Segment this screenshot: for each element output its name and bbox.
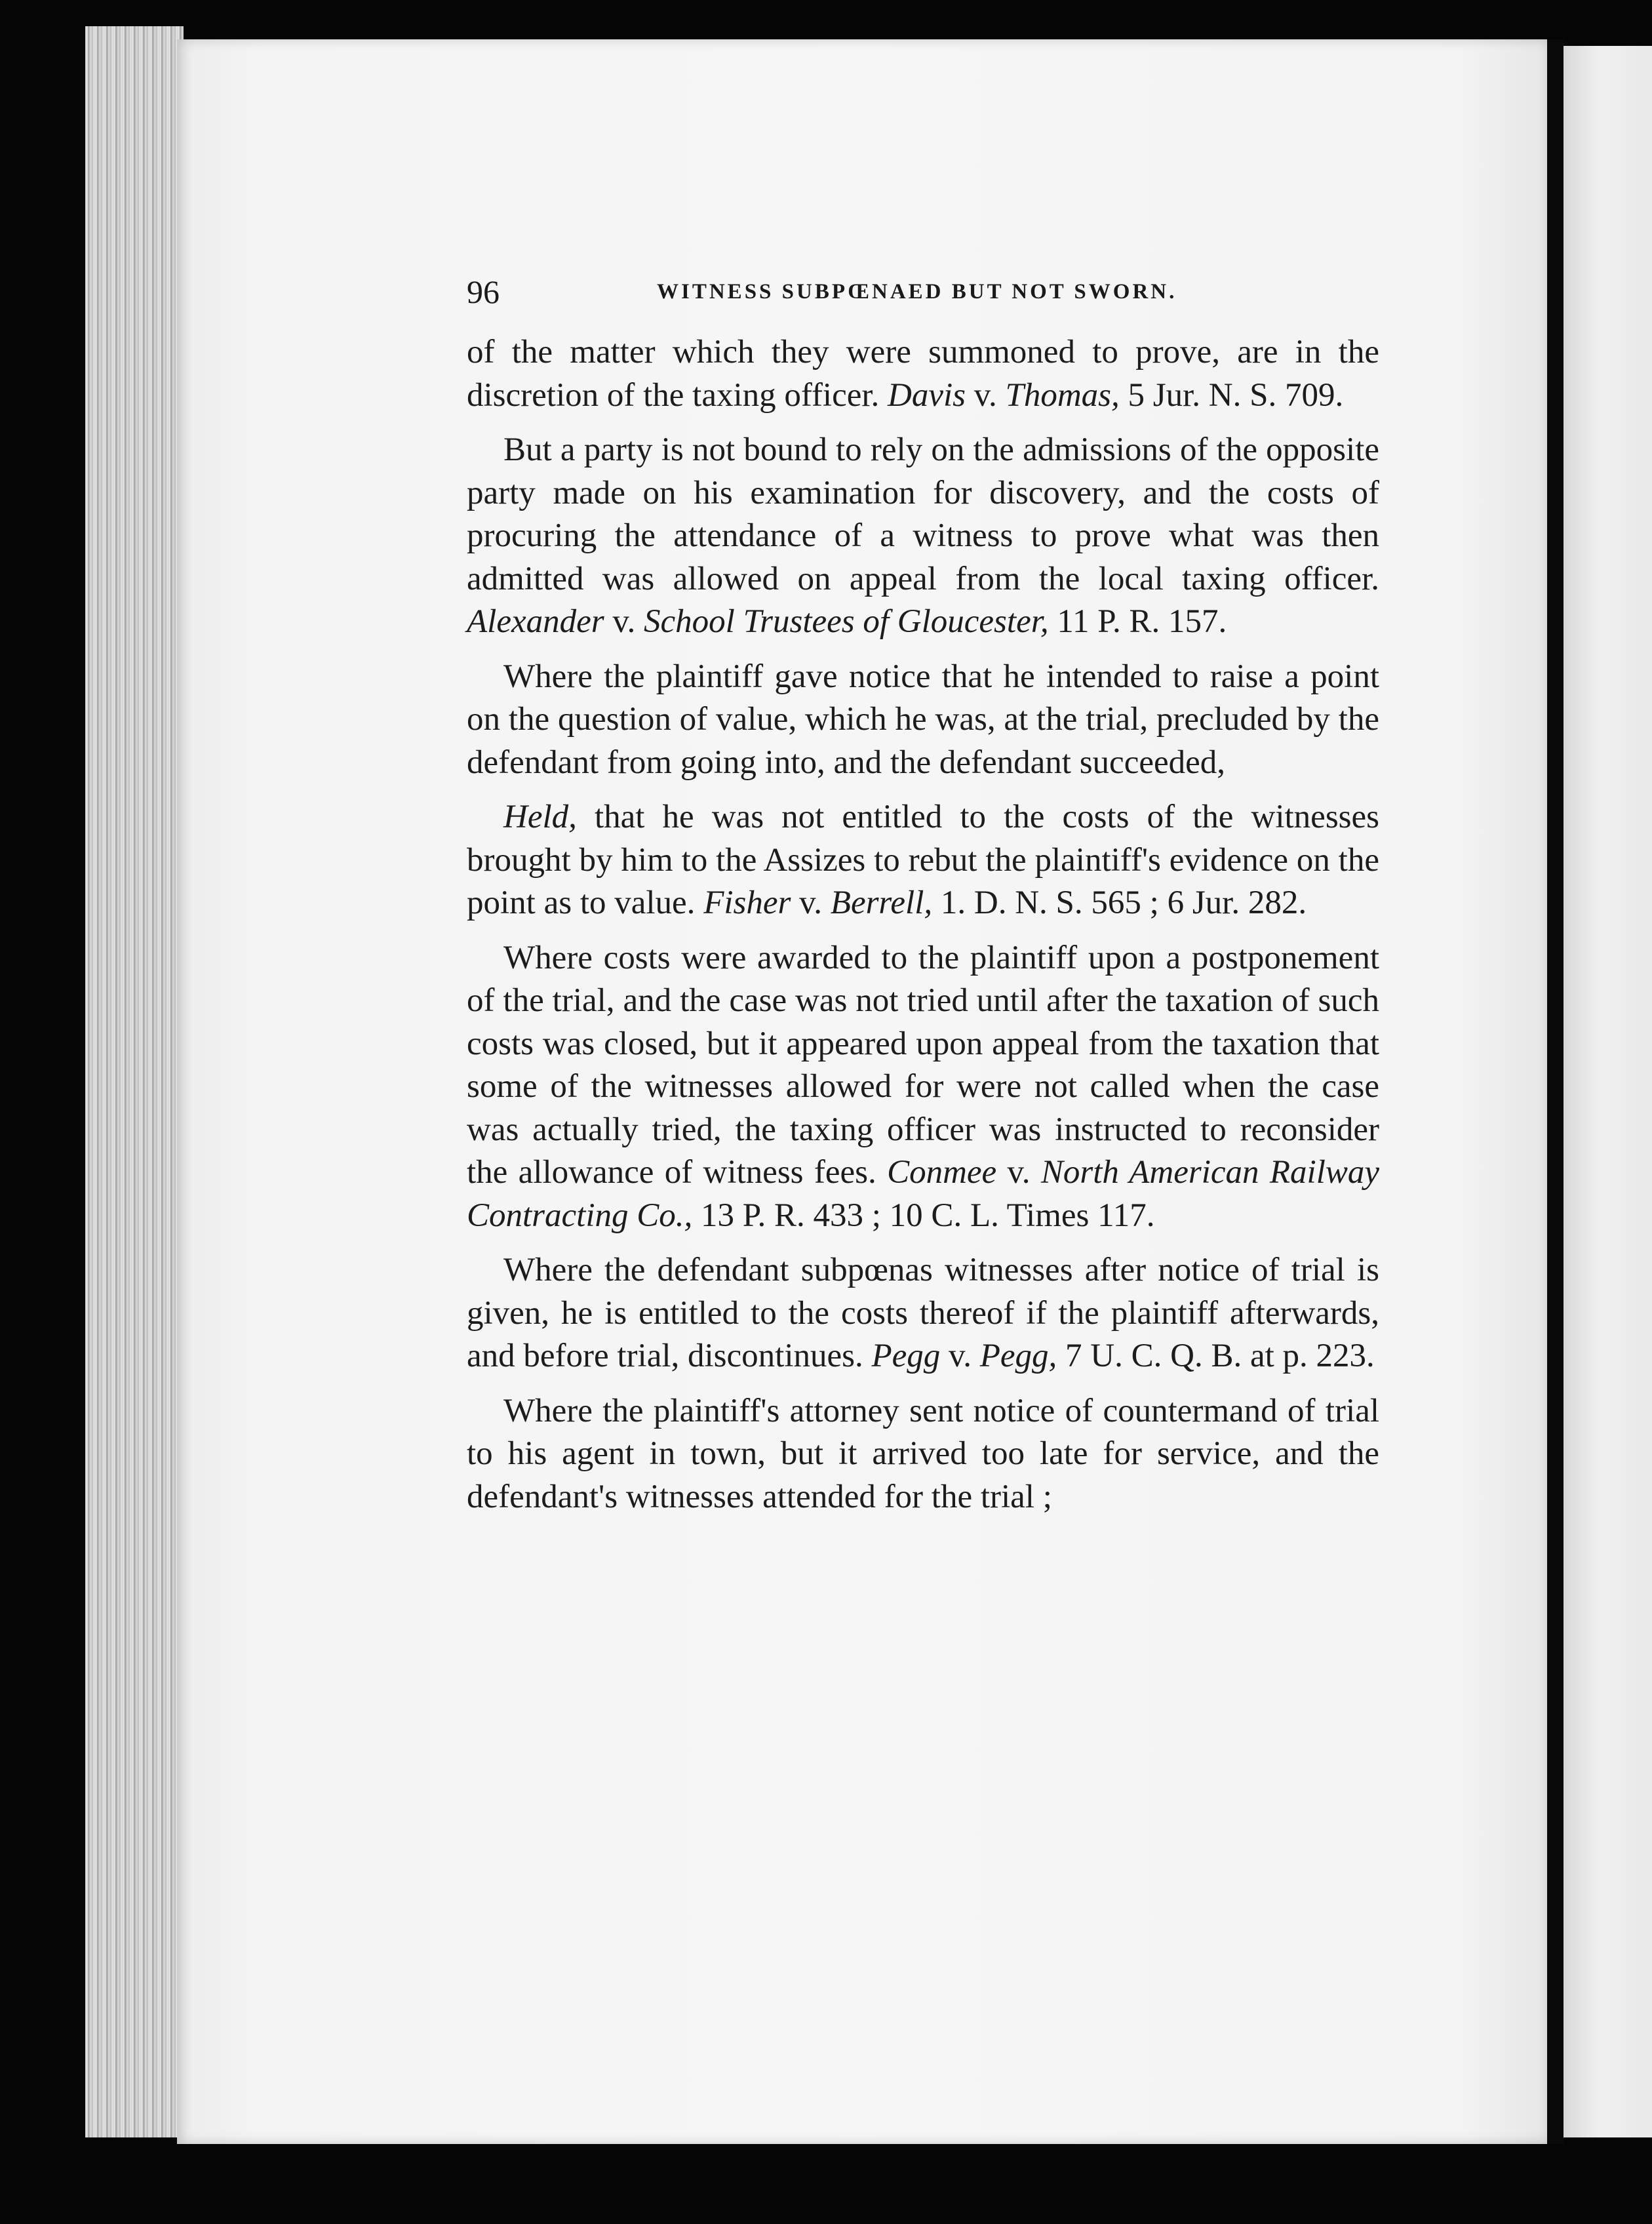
case-party: North American Railway Contracting Co., (467, 1154, 1380, 1234)
case-versus: v. (612, 603, 636, 640)
paragraph-7 (467, 1390, 1379, 1519)
paragraph-5 (467, 937, 1379, 1238)
page-number: 96 (467, 273, 500, 310)
running-head (467, 269, 1226, 315)
case-reference: 13 P. R. 433 ; 10 C. L. Times 117. (701, 1197, 1155, 1234)
paragraph-2 (467, 429, 1379, 644)
case-reference: 5 Jur. N. S. 709. (1128, 376, 1344, 414)
facing-page (1564, 46, 1652, 2137)
held-lead: Held, (503, 799, 577, 835)
paragraph-text: But a party is not bound to rely on the admissions of the opposite party made on his examination for discovery, and the costs of procuring the attendance of a witness to prove what was then admitted was allowed on appeal from the local taxing officer. (467, 431, 1379, 597)
paragraph-4 (467, 796, 1379, 925)
paragraph-text: Where costs were awarded to the plaintiff upon a postponement of the trial, and the case was not tried until after the taxation of such costs was closed, but it appeared upon appeal from the taxation that some of the witnesses allowed for were not called when the case was actually tried, the taxing officer was instructed to reconsider the allowance of witness fees. (467, 939, 1379, 1191)
body-text (467, 331, 1379, 1530)
paragraph-3 (467, 656, 1379, 785)
case-versus: v. (799, 884, 823, 921)
paragraph-text: Where the defendant subpœnas witnesses after notice of trial is given, he is entitled to the costs thereof if the plaintiff afterwards, and before trial, discontinues. (467, 1252, 1379, 1374)
paragraph-6 (467, 1249, 1379, 1378)
paragraph-text: Where the plaintiff's attorney sent notice of countermand of trial to his agent in town, but it arrived too late for service, and the defendant's witnesses attended for the trial ; (467, 1392, 1379, 1515)
case-party: Thomas, (1005, 376, 1120, 414)
case-party: Alexander (467, 603, 604, 640)
case-reference: 7 U. C. Q. B. at p. 223. (1065, 1338, 1375, 1374)
case-versus: v. (949, 1338, 972, 1374)
case-party: Pegg, (979, 1338, 1057, 1374)
paragraph-1 (467, 331, 1379, 417)
running-head-title: WITNESS SUBPŒNAED BUT NOT SWORN. (657, 280, 1177, 304)
case-party: Davis (888, 376, 966, 414)
case-party: Conmee (887, 1154, 997, 1191)
case-reference: 1. D. N. S. 565 ; 6 Jur. 282. (940, 884, 1307, 921)
case-party: Berrell, (830, 884, 933, 921)
case-party: School Trustees of Gloucester, (644, 603, 1049, 640)
case-party: Fisher (703, 884, 791, 921)
case-reference: 11 P. R. 157. (1057, 603, 1227, 640)
paragraph-text: that he was not entitled to the costs of the witnesses brought by him to the Assizes to rebut the plaintiff's evidence on the point as to value. (467, 799, 1379, 921)
paragraph-text: of the matter which they were summoned to prove, are in the discretion of the taxing officer. (467, 334, 1379, 414)
case-versus: v. (1007, 1154, 1031, 1191)
book-page-edges (85, 26, 184, 2137)
case-party: Pegg (871, 1338, 941, 1374)
case-versus: v. (974, 376, 997, 414)
book-gutter (1547, 39, 1564, 2144)
paragraph-text: Where the plaintiff gave notice that he intended to raise a point on the question of value, which he was, at the trial, precluded by the defendant from going into, and the defendant succeeded, (467, 658, 1379, 781)
